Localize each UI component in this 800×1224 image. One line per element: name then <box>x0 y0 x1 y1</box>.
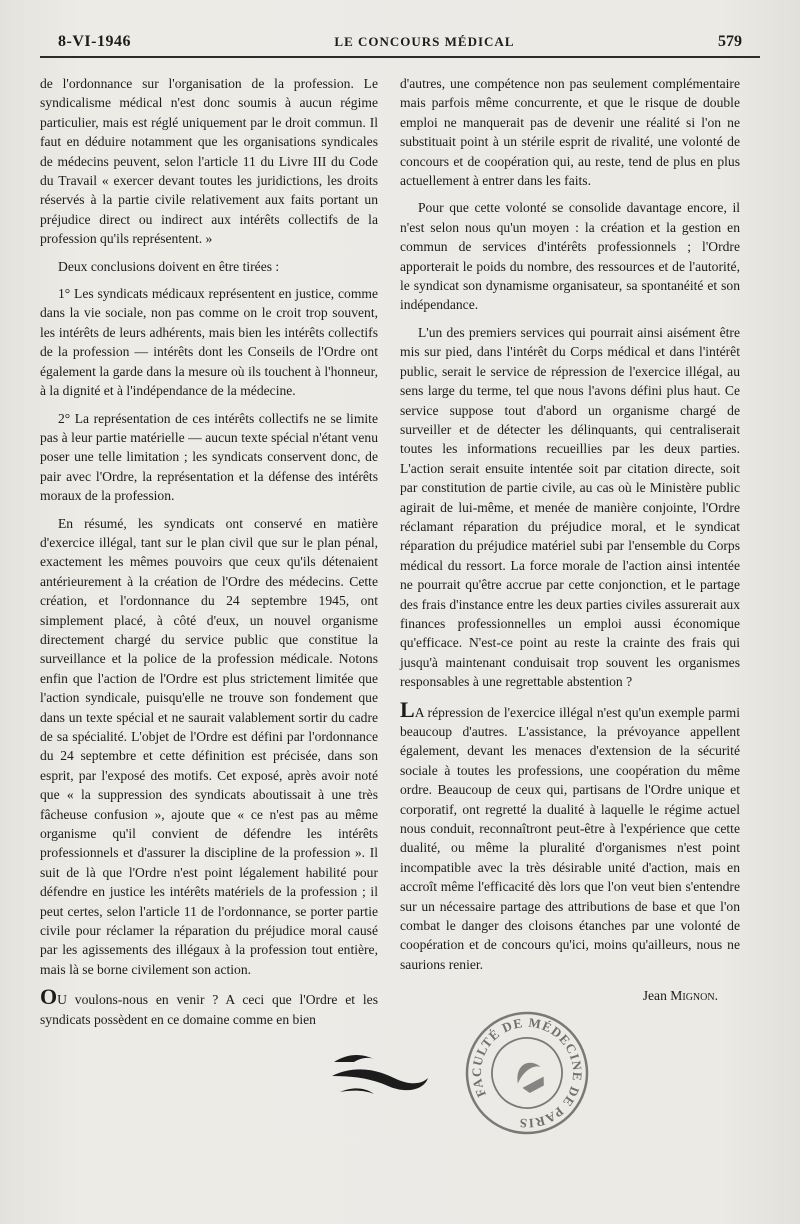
author-signature <box>400 986 740 1005</box>
paragraph: En résumé, les syndicats ont conservé en matière d'exercice illégal, tant sur le plan civil que sur le plan pénal, exactement les mêmes pouvoirs que ceux qu'ils détenaient antérieurement à la création de l'Ordre des médecins. Cette création, et l'ordonnance du 24 septembre 1945, ont simplement placé, à côté d'eux, un nouvel organisme directement chargé du service public que constitue la surveillance et la police de la profession médicale. Notons enfin que l'action de l'Ordre est plus strictement limitée que l'action syndicale, puisqu'elle ne trouve son fondement que dans un texte spécial et ne saurait valablement sortir du cadre de sa spécialité. L'objet de l'Ordre est défini par l'ordonnance du 24 septembre et cette définition est précisée, dans son esprit, par l'exposé des motifs. Cet exposé, après avoir noté que « la suppression des syndicats aboutissait à une très fâcheuse confusion », ajoute que « ce n'est pas au même organisme qu'il convient de défendre les intérêts professionnels et d'assurer la discipline de la profession ». Il suit de là que l'Ordre n'est point légalement habilité pour défendre en justice les intérêts matériels de la profession ; il peut certes, selon l'article 11 de l'ordonnance, se porter partie civile pour réclamer la réparation du préjudice moral causé par les agissements des illégaux à la profession tout entière, mais là se borne civilement son action. <box>40 515 378 977</box>
svg-text:FACULTÉ DE MÉDECINE DE PARIS <box>462 1008 592 1138</box>
paragraph: OU voulons-nous en venir ? A ceci que l'Ordre et les syndicats possèdent en ce domaine comme en bien <box>40 984 378 1027</box>
journal-title: LE CONCOURS MÉDICAL <box>334 34 515 49</box>
paragraph: LA répression de l'exercice illégal n'est qu'un exemple parmi beaucoup d'autres. L'assistance, la prévoyance appellent également, devant les menaces d'extension de la sécurité sociale à toutes les professions, une coopération du même ordre. Beaucoup de ceux qui, partisans de l'Ordre unique et corporatif, ont regretté la dualité à laquelle le régime actuel nous conduit, reconnaîtront peut-être à l'expérience que cette dualité, ou même la pluralité d'organismes n'est point incompatible avec la très désirable unité d'action, mais en accroît même l'efficacité dès lors que l'on veut bien s'entendre sur un nécessaire partage des attributions de base et que l'on combat le danger des cloisons étanches par une volonté de coopération et de concours qu'ici, moins qu'ailleurs, nous ne saurions renier. <box>400 696 740 972</box>
author-last-name: Mignon. <box>670 988 718 1004</box>
paragraph: 2° La représentation de ces intérêts collectifs ne se limite pas à leur partie matérielle — aucun texte spécial n'étant venu poser une telle limitation ; les syndicats conservent donc, de pair avec l'Ordre, la représentation et la défense des intérêts moraux de la profession. <box>40 410 378 504</box>
end-flourish-ornament <box>330 1048 430 1100</box>
stamp-text: FACULTÉ DE MÉDECINE DE PARIS <box>468 1014 586 1132</box>
page-header <box>58 30 742 54</box>
paragraph: Pour que cette volonté se consolide davantage encore, il n'est selon nous qu'un moyen : la création et la gestion en commun de services d'intérêts professionnels ; l'Ordre apporterait le poids du nombre, des ressources et de l'autorité, le syndicat son dynamisme organisateur, sa spontanéité et son indépendance. <box>400 200 740 313</box>
paragraph: L'un des premiers services qui pourrait ainsi aisément être mis sur pied, dans l'intérêt du Corps médical et dans l'intérêt public, serait le service de répression de l'exercice illégal, au sens large du terme, tel que nous l'avons défini plus haut. Ce service suppose tout d'abord un organisme chargé de surveiller et de détecter les délinquants, qui centraliserait toutes les informations recueillies par les deux parties. L'action serait ensuite intentée soit par citation directe, soit par constitution de partie civile, au cas où le Ministère public agirait de lui-même, et menée de manière conjointe, l'Ordre réclamant réparation du préjudice moral, et le syndicat réparation du préjudice matériel subi par l'ensemble du Corps médical du ressort. La force morale de l'action ainsi intentée ne pourrait qu'être accrue par cette conjonction, et le partage des frais d'instance entre les deux parties civiles assurerait aux finances professionnelles un emploi aussi économique qu'efficace. N'est-ce point au reste la crainte des frais qui jusqu'à maintenant conduisait trop souvent les organismes responsables à une regrettable abstention ? <box>400 324 740 690</box>
page-number: 579 <box>717 33 742 50</box>
right-column <box>400 74 740 1014</box>
paragraph: d'autres, une compétence non pas seulement complémentaire mais parfois même concurrente, et que le risque de double emploi ne manquerait pas de devenir une réalité si l'on ne substituait point à un stérile esprit de rivalité, une volonté de concours et de coopération qui, au reste, tend de plus en plus actuellement à entrer dans les faits. <box>400 76 740 189</box>
paragraph: 1° Les syndicats médicaux représentent en justice, comme dans la vie sociale, non pas comme on le croit trop souvent, les intérêts de leurs adhérents, mais bien les intérêts collectifs de la profession — intérêts dont les Conseils de l'Ordre ont également la garde dans la mesure où ils touchent à l'honneur, à la dignité et à l'indépendance de la médecine. <box>40 286 378 399</box>
left-column <box>40 74 378 1037</box>
library-stamp-icon <box>462 1008 592 1138</box>
paragraph: de l'ordonnance sur l'organisation de la profession. Le syndicalisme médical n'est donc soumis à aucun régime particulier, mais est réglé uniquement par le droit commun. Il faut en déduire notamment que les organisations syndicales de médecins peuvent, selon l'article 11 du Livre III du Code du Travail « exercer devant toutes les juridictions, les droits réservés à la partie civile relativement aux faits portant un préjudice direct ou indirect aux intérêts collectifs de la profession qu'ils représentent. » <box>40 76 378 247</box>
header-rule <box>40 56 760 58</box>
issue-date: 8-VI-1946 <box>58 33 131 50</box>
paragraph: Deux conclusions doivent en être tirées : <box>58 258 280 274</box>
author-first-name: Jean <box>642 988 667 1004</box>
